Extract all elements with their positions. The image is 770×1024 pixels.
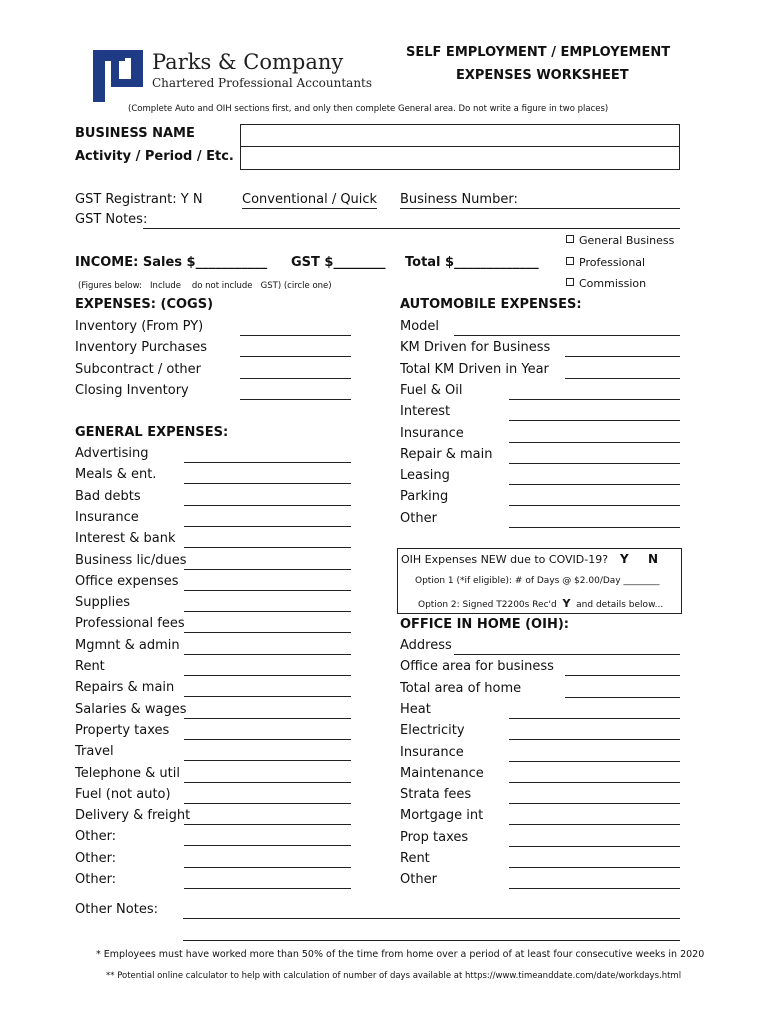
general-item-label: Office expenses xyxy=(75,573,179,589)
checkbox-professional[interactable]: Professional xyxy=(566,256,645,269)
general-item-field[interactable] xyxy=(184,505,351,506)
auto-item-label: Model xyxy=(400,319,440,334)
general-item-label: Meals & ent. xyxy=(75,467,157,483)
general-item-field[interactable] xyxy=(184,824,351,825)
oih-item-field[interactable] xyxy=(509,824,680,825)
oih-item-label: Strata fees xyxy=(400,787,472,803)
auto-item-label: Other xyxy=(400,510,437,526)
oih-heading: OFFICE IN HOME (OIH): xyxy=(400,617,569,632)
general-item-label: Other: xyxy=(75,850,117,866)
company-name: Parks & Company xyxy=(152,50,344,74)
general-item-field[interactable] xyxy=(184,845,351,846)
footnote-2: ** Potential online calculator to help with calculation of number of days available at https://www.timeanddate.com/date/workdays.html xyxy=(106,971,682,981)
cogs-item-field[interactable] xyxy=(240,356,351,357)
general-item-field[interactable] xyxy=(184,462,351,463)
gst-method-underline xyxy=(242,208,377,209)
oih-item-field[interactable] xyxy=(509,888,680,889)
auto-item-label: Parking xyxy=(400,489,449,505)
general-item-field[interactable] xyxy=(184,760,351,761)
general-item-field[interactable] xyxy=(184,483,351,484)
oih-item-label: Prop taxes xyxy=(400,829,469,845)
general-item-label: Fuel (not auto) xyxy=(75,786,171,802)
auto-item-label: Insurance xyxy=(400,425,464,441)
covid-option1[interactable]: Option 1 (*if eligible): # of Days @ $2.00/Day ________ xyxy=(415,576,660,586)
general-item-field[interactable] xyxy=(184,611,351,612)
general-item-field[interactable] xyxy=(184,696,351,697)
general-item-field[interactable] xyxy=(184,867,351,868)
oih-item-field[interactable] xyxy=(509,846,680,847)
auto-item-label: Repair & main xyxy=(400,446,493,462)
general-item-label: Business lic/dues xyxy=(75,552,187,568)
general-item-label: Rent xyxy=(75,659,105,674)
general-item-field[interactable] xyxy=(184,888,351,889)
oih-item-field[interactable] xyxy=(509,761,680,762)
auto-item-field[interactable] xyxy=(509,399,680,400)
auto-item-label: Total KM Driven in Year xyxy=(400,361,549,377)
auto-item-field[interactable] xyxy=(565,356,680,357)
general-item-label: Other: xyxy=(75,872,117,887)
general-heading: GENERAL EXPENSES: xyxy=(75,425,229,440)
figures-note: (Figures below: Include do not include GST) (circle one) xyxy=(78,281,332,291)
auto-item-field[interactable] xyxy=(509,527,680,528)
general-item-label: Telephone & util xyxy=(75,765,180,781)
general-item-label: Bad debts xyxy=(75,488,141,504)
auto-item-label: Leasing xyxy=(400,468,450,484)
oih-item-field[interactable] xyxy=(509,739,680,740)
oih-item-label: Heat xyxy=(400,701,431,717)
auto-item-label: Interest xyxy=(400,404,451,420)
oih-item-field[interactable] xyxy=(509,718,680,719)
gst-method[interactable]: Conventional / Quick xyxy=(242,192,378,207)
general-item-field[interactable] xyxy=(184,632,351,633)
business-number-field[interactable] xyxy=(400,208,680,209)
oih-item-label: Insurance xyxy=(400,744,464,760)
checkbox-general-business[interactable]: General Business xyxy=(566,234,674,247)
general-item-field[interactable] xyxy=(184,590,351,591)
auto-item-field[interactable] xyxy=(509,442,680,443)
general-item-field[interactable] xyxy=(184,526,351,527)
option-not-include[interactable]: do not include xyxy=(191,281,253,291)
oih-item-label: Other xyxy=(400,872,437,888)
general-item-label: Other: xyxy=(75,829,117,845)
general-item-label: Delivery & freight xyxy=(75,808,191,824)
general-item-field[interactable] xyxy=(184,675,351,676)
cogs-item-label: Inventory Purchases xyxy=(75,340,208,356)
auto-heading: AUTOMOBILE EXPENSES: xyxy=(400,297,582,312)
income-total[interactable]: Total $_____________ xyxy=(405,255,539,270)
other-notes-line-1[interactable] xyxy=(183,918,680,919)
auto-item-field[interactable] xyxy=(509,420,680,421)
cogs-item-field[interactable] xyxy=(240,399,351,400)
general-item-field[interactable] xyxy=(184,569,351,570)
cogs-heading: EXPENSES: (COGS) xyxy=(75,297,214,312)
covid-option2[interactable]: Option 2: Signed T2200s Rec'd Y and details below... xyxy=(418,597,664,610)
cogs-item-label: Subcontract / other xyxy=(75,361,202,377)
oih-item-field[interactable] xyxy=(454,654,680,655)
business-name-divider xyxy=(241,146,679,147)
gst-notes-label: GST Notes: xyxy=(75,212,148,227)
checkbox-commission[interactable]: Commission xyxy=(566,277,646,290)
general-item-field[interactable] xyxy=(184,547,351,548)
oih-item-field[interactable] xyxy=(565,697,680,698)
company-subtitle: Chartered Professional Accountants xyxy=(152,76,373,90)
oih-item-field[interactable] xyxy=(565,675,680,676)
general-item-field[interactable] xyxy=(184,718,351,719)
instructions: (Complete Auto and OIH sections first, and only then complete General area. Do not write a figure in two places) xyxy=(128,104,609,114)
form-title-line1: SELF EMPLOYMENT / EMPLOYEMENT xyxy=(406,45,671,60)
auto-item-field[interactable] xyxy=(509,505,680,506)
oih-item-label: Maintenance xyxy=(400,765,484,781)
general-item-label: Advertising xyxy=(75,446,149,461)
company-logo-mark xyxy=(93,50,143,102)
business-name-box[interactable] xyxy=(240,124,680,170)
general-item-label: Insurance xyxy=(75,509,139,525)
cogs-item-field[interactable] xyxy=(240,378,351,379)
general-item-label: Salaries & wages xyxy=(75,701,187,717)
footnote-1: * Employees must have worked more than 50% of the time from home over a period of at least four consecutive weeks in 2020 xyxy=(96,949,705,960)
oih-item-field[interactable] xyxy=(509,803,680,804)
general-item-field[interactable] xyxy=(184,803,351,804)
general-item-label: Interest & bank xyxy=(75,531,176,547)
oih-item-label: Mortgage int xyxy=(400,808,484,824)
auto-item-field[interactable] xyxy=(454,335,680,336)
auto-item-field[interactable] xyxy=(565,378,680,379)
form-title-line2: EXPENSES WORKSHEET xyxy=(456,68,629,83)
auto-item-field[interactable] xyxy=(509,463,680,464)
oih-item-field[interactable] xyxy=(509,782,680,783)
oih-item-label: Total area of home xyxy=(400,680,522,696)
gst-registrant[interactable]: GST Registrant: Y N xyxy=(75,192,203,207)
activity-label: Activity / Period / Etc. xyxy=(75,149,234,164)
covid-yes[interactable]: Y xyxy=(620,552,629,566)
business-name-label: BUSINESS NAME xyxy=(75,126,195,141)
cogs-item-label: Inventory (From PY) xyxy=(75,319,204,334)
other-notes-label: Other Notes: xyxy=(75,902,158,917)
general-item-label: Professional fees xyxy=(75,616,185,632)
cogs-item-field[interactable] xyxy=(240,335,351,336)
income-sales[interactable]: INCOME: Sales $___________ xyxy=(75,255,268,270)
option-include[interactable]: Include xyxy=(150,281,181,291)
general-item-label: Property taxes xyxy=(75,722,170,738)
business-number-label: Business Number: xyxy=(400,192,518,207)
general-item-label: Travel xyxy=(75,744,114,760)
auto-item-label: Fuel & Oil xyxy=(400,382,463,398)
oih-item-label: Address xyxy=(400,638,452,653)
general-item-label: Repairs & main xyxy=(75,680,175,696)
auto-item-field[interactable] xyxy=(509,484,680,485)
gst-notes-field[interactable] xyxy=(143,228,680,229)
general-item-field[interactable] xyxy=(184,782,351,783)
general-item-label: Supplies xyxy=(75,595,130,611)
oih-item-field[interactable] xyxy=(509,867,680,868)
income-gst[interactable]: GST $________ xyxy=(291,255,386,270)
oih-item-label: Rent xyxy=(400,851,430,866)
general-item-field[interactable] xyxy=(184,654,351,655)
oih-item-label: Electricity xyxy=(400,723,465,739)
general-item-field[interactable] xyxy=(184,739,351,740)
general-item-label: Mgmnt & admin xyxy=(75,637,180,653)
covid-no[interactable]: N xyxy=(648,552,659,566)
cogs-item-label: Closing Inventory xyxy=(75,382,189,398)
auto-item-label: KM Driven for Business xyxy=(400,340,551,356)
covid-title: OIH Expenses NEW due to COVID-19? xyxy=(401,553,609,566)
oih-item-label: Office area for business xyxy=(400,659,554,675)
other-notes-line-2[interactable] xyxy=(183,940,680,941)
